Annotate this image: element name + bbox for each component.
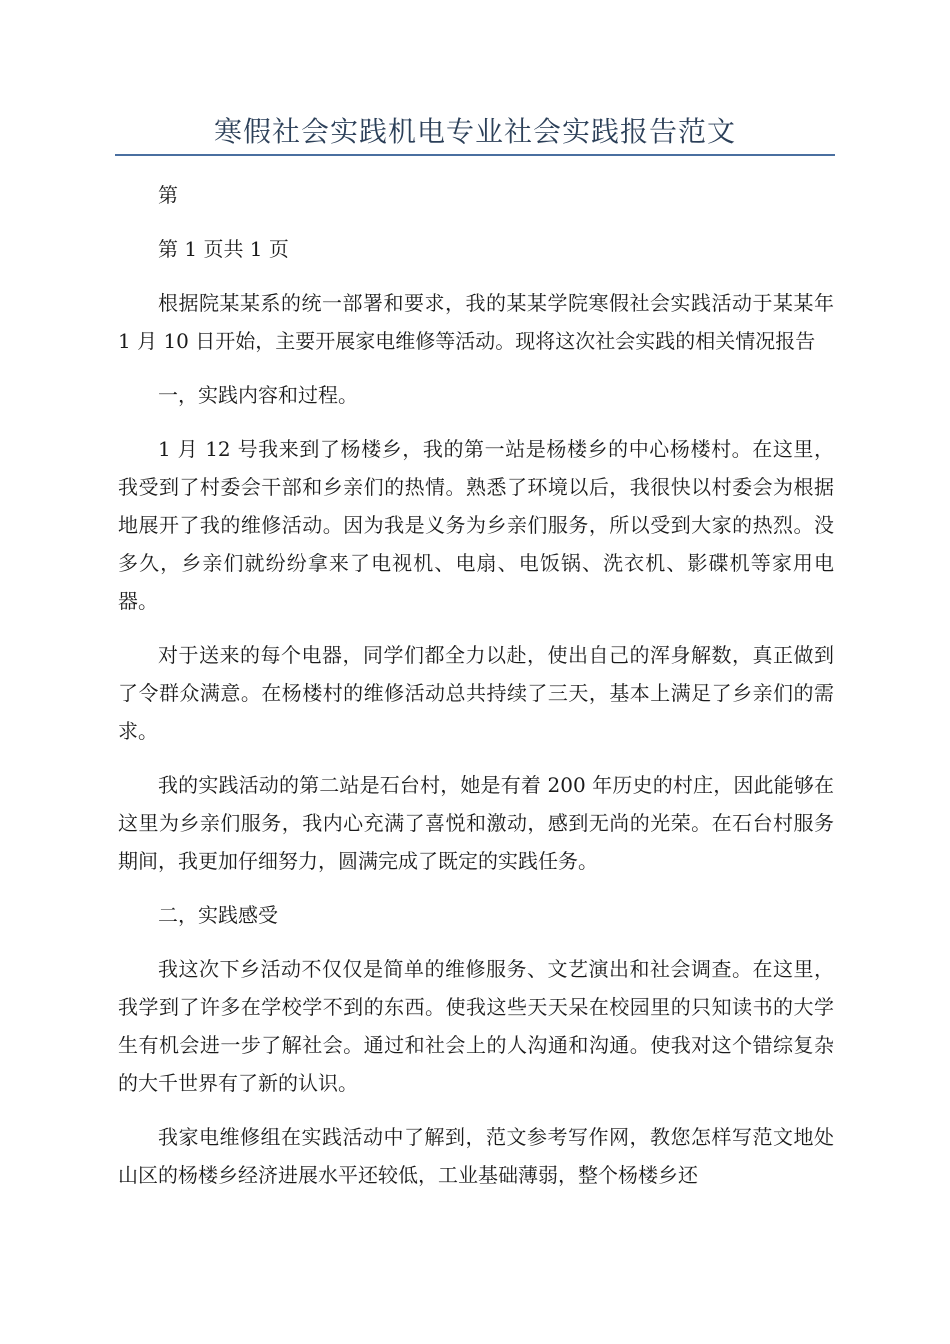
document-title: 寒假社会实践机电专业社会实践报告范文 — [213, 115, 736, 148]
paragraph-yanglou-arrival: 1 月 12 号我来到了杨楼乡，我的第一站是杨楼乡的中心杨楼村。在这里，我受到了村委会干部和乡亲们的热情。熟悉了环境以后，我很快以村委会为根据地展开了我的维修活动。因为我是义务为乡亲们服务，所以受到大家的热烈。没多久，乡亲们就纷纷拿来了电视机、电扇、电饭锅、洗衣机、影碟机等家用电器。 — [118, 437, 834, 613]
heading-practice-feelings: 二，实践感受 — [158, 903, 278, 927]
paragraph-shitai-village: 我的实践活动的第二站是石台村，她是有着 200 年历史的村庄，因此能够在这里为乡亲们服务，我内心充满了喜悦和激动，感到无尚的光荣。在石台村服务期间，我更加仔细努力，圆满完成了既定的实践任务。 — [118, 773, 834, 873]
title-underline — [115, 154, 835, 156]
document-body — [118, 176, 834, 1210]
paragraph-section-marker: 第 — [158, 183, 178, 207]
paragraph-repair-effort: 对于送来的每个电器，同学们都全力以赴，使出自己的浑身解数，真正做到了令群众满意。在杨楼村的维修活动总共持续了三天，基本上满足了乡亲们的需求。 — [118, 643, 834, 743]
paragraph-intro: 根据院某某系的统一部署和要求，我的某某学院寒假社会实践活动于某某年 1 月 10 日开始，主要开展家电维修等活动。现将这次社会实践的相关情况报告 — [118, 291, 834, 353]
paragraph-learning: 我这次下乡活动不仅仅是简单的维修服务、文艺演出和社会调查。在这里，我学到了许多在学校学不到的东西。使我这些天天呆在校园里的只知读书的大学生有机会进一步了解社会。通过和社会上的人沟通和沟通。使我对这个错综复杂的大千世界有了新的认识。 — [118, 957, 834, 1095]
paragraph-economy: 我家电维修组在实践活动中了解到，范文参考写作网，教您怎样写范文地处山区的杨楼乡经济进展水平还较低，工业基础薄弱，整个杨楼乡还 — [118, 1125, 834, 1187]
paragraph-page-counter: 第 1 页共 1 页 — [158, 237, 289, 261]
heading-practice-content: 一，实践内容和过程。 — [158, 383, 358, 407]
